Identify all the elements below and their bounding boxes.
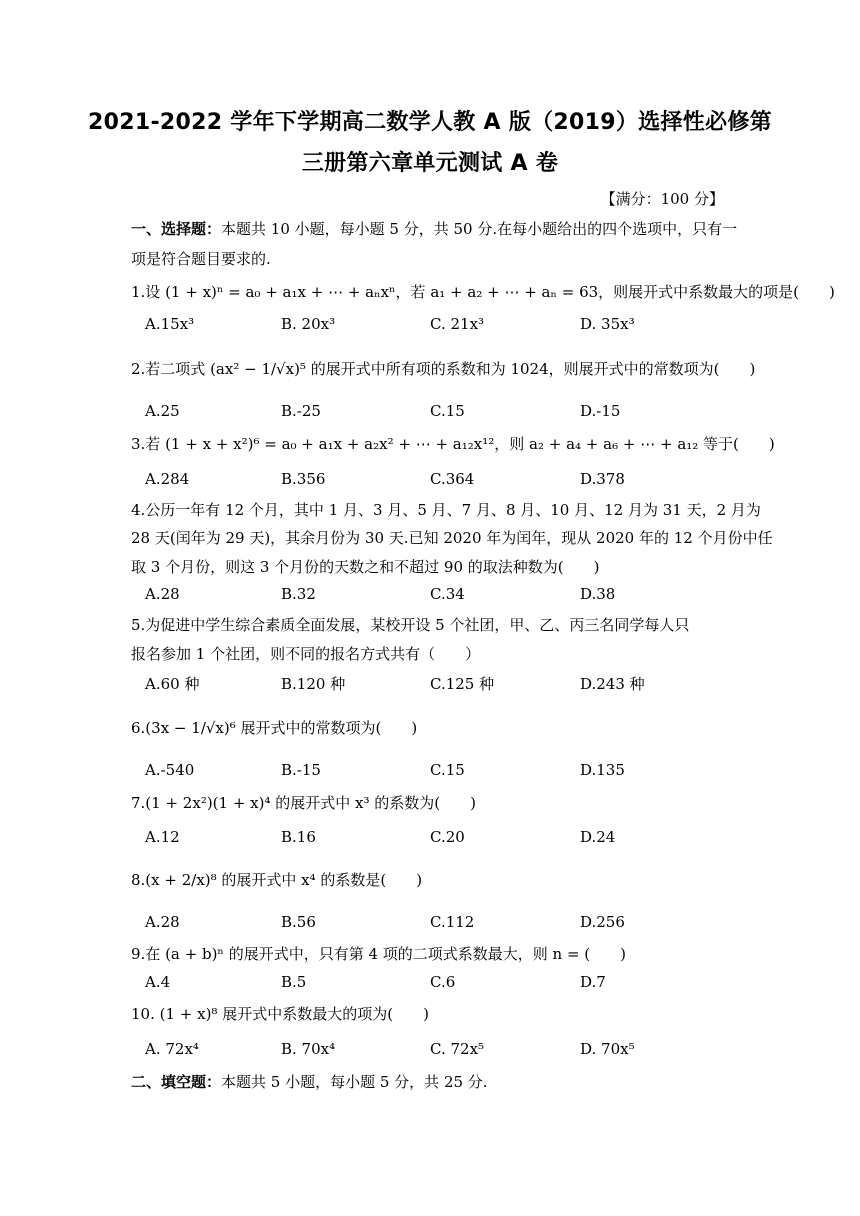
option-c: C.6 <box>430 973 456 991</box>
option-d: D.243 种 <box>580 675 645 693</box>
question-9: 9.在 (a + b)ⁿ 的展开式中，只有第 4 项的二项式系数最大，则 n = ( ) <box>131 945 627 963</box>
option-c: C.15 <box>430 761 465 779</box>
title-line-2: 三册第六章单元测试 A 卷 <box>301 151 559 176</box>
option-b: B.32 <box>281 585 316 603</box>
section1-desc-1: 本题共 10 小题，每小题 5 分，共 50 分.在每小题给出的四个选项中，只有一 <box>221 220 738 238</box>
option-b: B.356 <box>281 470 326 488</box>
option-a: A. 72x⁴ <box>145 1040 199 1058</box>
option-c: C.112 <box>430 913 475 931</box>
question-5-line-2: 报名参加 1 个社团，则不同的报名方式共有（ ） <box>131 645 481 663</box>
option-d: D.-15 <box>580 402 621 420</box>
option-b: B.56 <box>281 913 316 931</box>
question-3: 3.若 (1 + x + x²)⁶ = a₀ + a₁x + a₂x² + ⋯ + a₁₂x¹²，则 a₂ + a₄ + a₆ + ⋯ + a₁₂ 等于( ) <box>131 435 775 453</box>
title-line-1: 2021-2022 学年下学期高二数学人教 A 版（2019）选择性必修第 <box>88 110 772 135</box>
question-4-options <box>145 585 745 607</box>
question-7: 7.(1 + 2x²)(1 + x)⁴ 的展开式中 x³ 的系数为( ) <box>131 794 476 812</box>
section2-desc: 本题共 5 小题，每小题 5 分，共 25 分. <box>221 1073 488 1091</box>
section1-desc-2: 项是符合题目要求的. <box>131 250 271 268</box>
option-c: C.125 种 <box>430 675 495 693</box>
option-a: A.15x³ <box>145 315 195 333</box>
option-a: A.-540 <box>145 761 195 779</box>
option-b: B.-15 <box>281 761 321 779</box>
option-d: D.256 <box>580 913 625 931</box>
question-9-options <box>145 973 745 995</box>
option-b: B. 70x⁴ <box>281 1040 336 1058</box>
question-4-line-2: 28 天(闰年为 29 天)，其余月份为 30 天.已知 2020 年为闰年，现从 2020 年的 12 个月份中任 <box>131 529 773 547</box>
question-2: 2.若二项式 (ax² − 1/√x)⁵ 的展开式中所有项的系数和为 1024，则展开式中的常数项为( ) <box>131 360 756 378</box>
option-b: B.5 <box>281 973 307 991</box>
section2-line <box>131 1071 488 1092</box>
option-b: B.120 种 <box>281 675 346 693</box>
question-4-line-3: 取 3 个月份，则这 3 个月份的天数之和不超过 90 的取法种数为( ) <box>131 558 600 576</box>
option-d: D. 70x⁵ <box>580 1040 635 1058</box>
option-d: D.38 <box>580 585 616 603</box>
option-c: C.34 <box>430 585 465 603</box>
option-a: A.12 <box>145 828 180 846</box>
option-d: D. 35x³ <box>580 315 635 333</box>
question-6-options <box>145 761 745 783</box>
option-c: C.15 <box>430 402 465 420</box>
option-d: D.135 <box>580 761 625 779</box>
question-6: 6.(3x − 1/√x)⁶ 展开式中的常数项为( ) <box>131 719 418 737</box>
question-5-line-1: 5.为促进中学生综合素质全面发展，某校开设 5 个社团，甲、乙、丙三名同学每人只 <box>131 616 690 634</box>
option-b: B. 20x³ <box>281 315 336 333</box>
option-a: A.60 种 <box>145 675 200 693</box>
option-a: A.4 <box>145 973 171 991</box>
question-3-options <box>145 470 745 492</box>
option-c: C. 21x³ <box>430 315 485 333</box>
section1-line-1 <box>131 218 737 239</box>
question-1-options <box>145 315 745 337</box>
question-8-options <box>145 913 745 935</box>
question-1: 1.设 (1 + x)ⁿ = a₀ + a₁x + ⋯ + aₙxⁿ，若 a₁ + a₂ + ⋯ + aₙ = 63，则展开式中系数最大的项是( ) <box>131 283 835 301</box>
question-7-options <box>145 828 745 850</box>
option-c: C. 72x⁵ <box>430 1040 485 1058</box>
section1-heading: 一、选择题： <box>131 220 222 238</box>
question-2-options <box>145 402 745 424</box>
option-d: D.24 <box>580 828 616 846</box>
option-a: A.28 <box>145 585 180 603</box>
question-4-line-1: 4.公历一年有 12 个月，其中 1 月、3 月、5 月、7 月、8 月、10 月、12 月为 31 天，2 月为 <box>131 501 761 519</box>
question-5-options <box>145 673 745 695</box>
option-d: D.378 <box>580 470 625 488</box>
question-8: 8.(x + 2/x)⁸ 的展开式中 x⁴ 的系数是( ) <box>131 871 423 889</box>
option-a: A.284 <box>145 470 190 488</box>
option-c: C.20 <box>430 828 465 846</box>
option-b: B.16 <box>281 828 316 846</box>
option-b: B.-25 <box>281 402 321 420</box>
option-c: C.364 <box>430 470 475 488</box>
full-score: 【满分：100 分】 <box>600 190 724 208</box>
question-10-options <box>145 1040 745 1062</box>
option-d: D.7 <box>580 973 606 991</box>
question-10: 10. (1 + x)⁸ 展开式中系数最大的项为( ) <box>131 1005 429 1023</box>
option-a: A.25 <box>145 402 180 420</box>
section2-heading: 二、填空题： <box>131 1073 222 1091</box>
option-a: A.28 <box>145 913 180 931</box>
